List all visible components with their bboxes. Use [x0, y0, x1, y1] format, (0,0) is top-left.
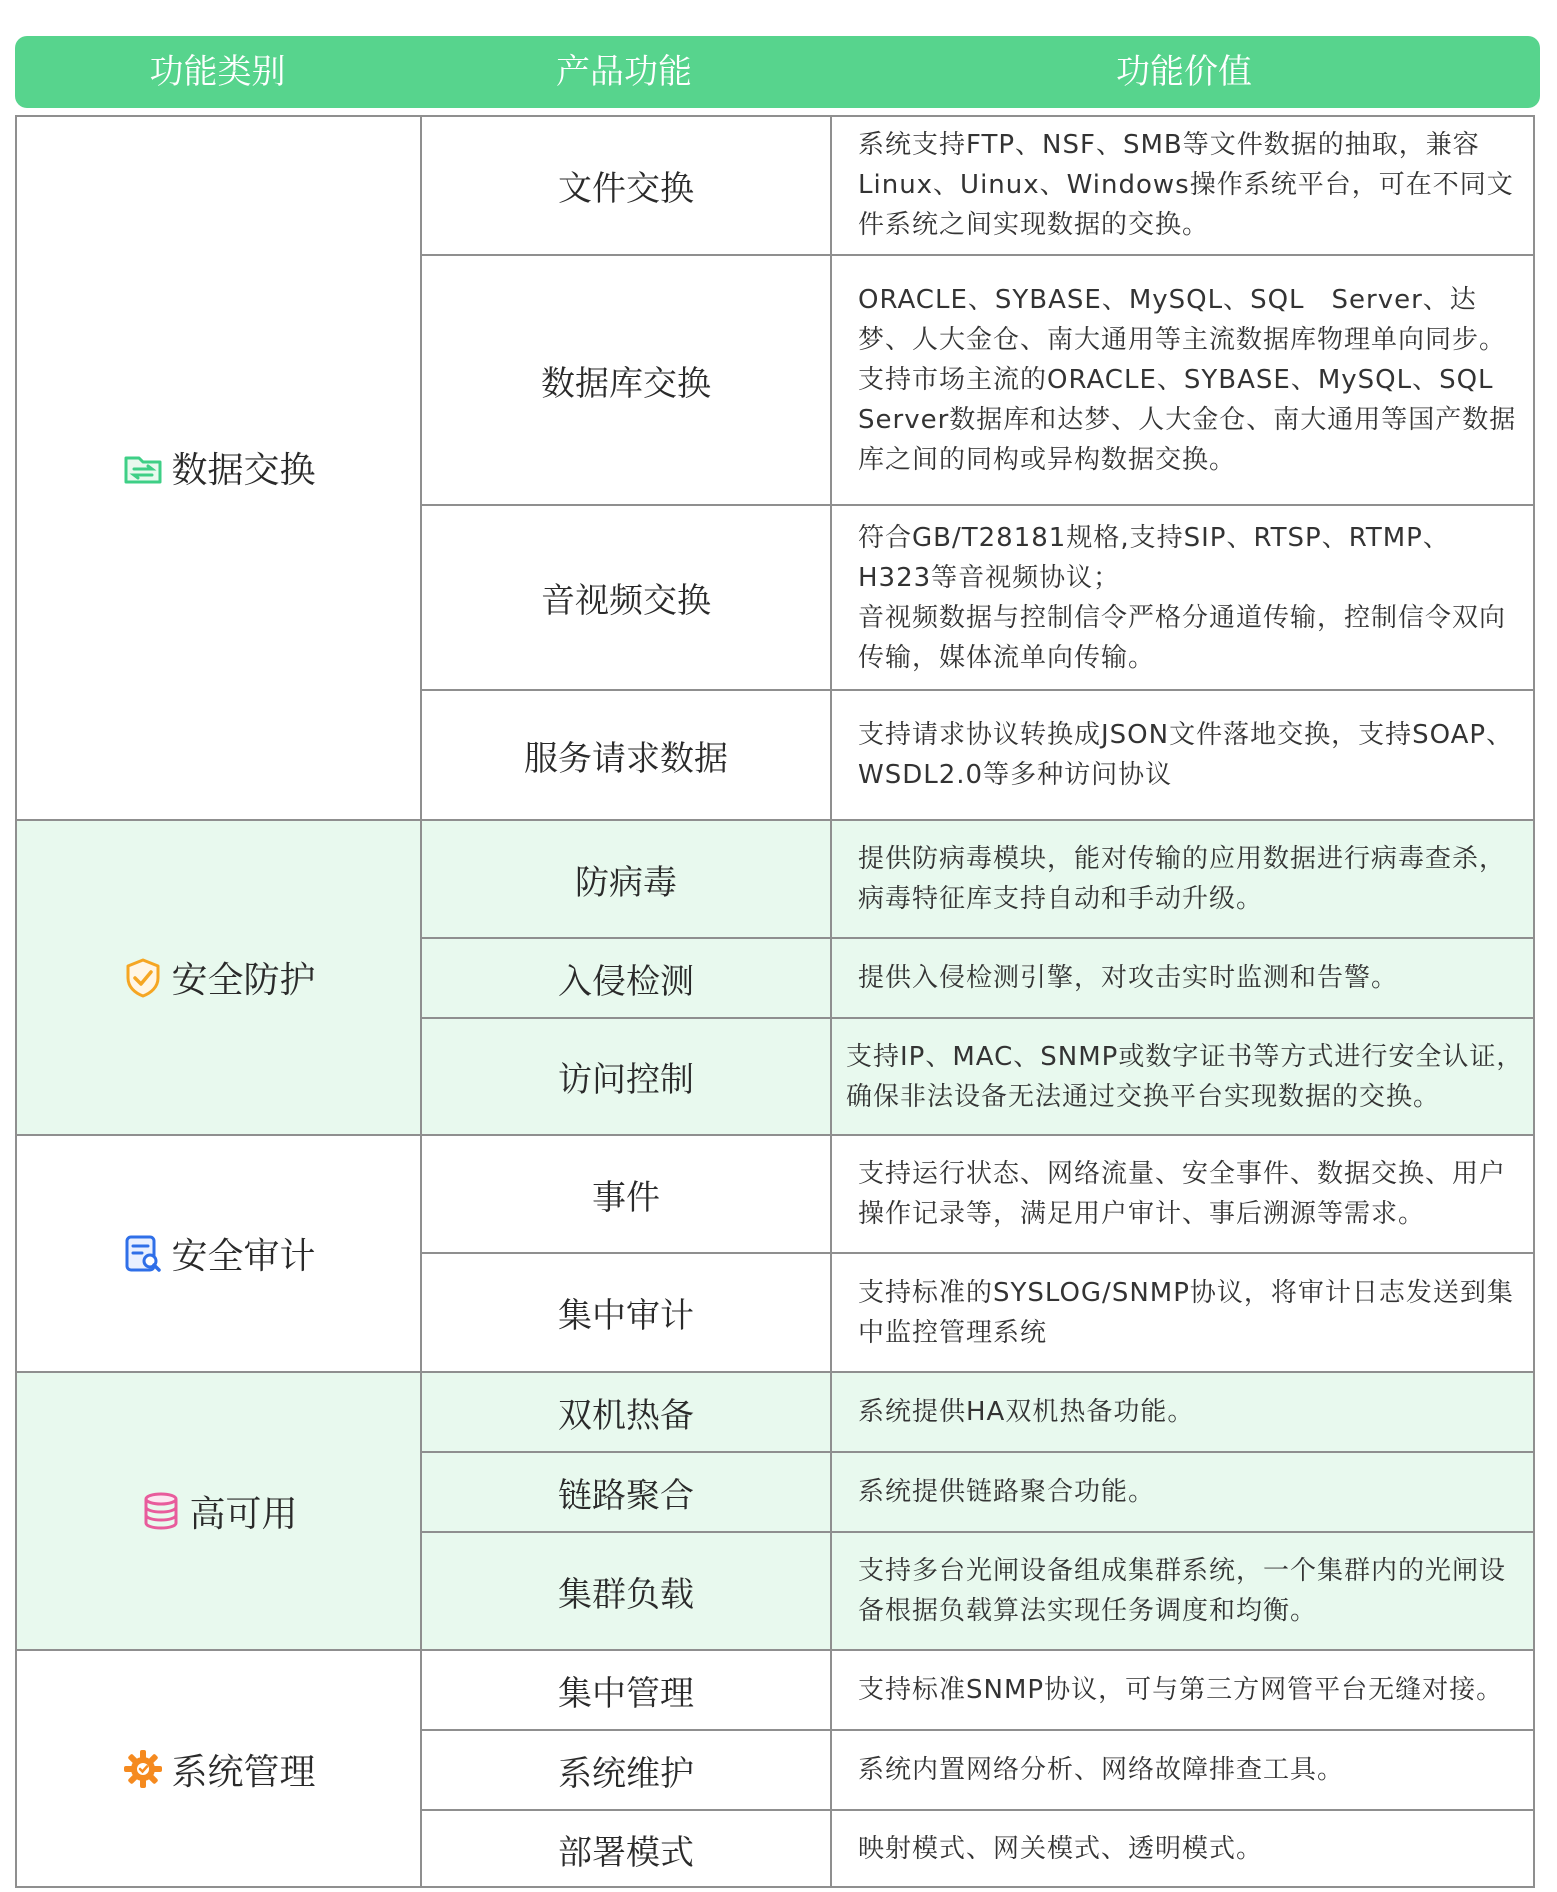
- category-band-security-protection: [17, 820, 1535, 1135]
- row-divider: [422, 1017, 1535, 1019]
- function-name: 数据库交换: [541, 363, 711, 404]
- row-divider: [422, 1729, 1535, 1731]
- table-header: [15, 36, 1540, 108]
- row-divider: [422, 504, 1535, 506]
- function-name: 入侵检测: [558, 961, 694, 1002]
- column-divider: [830, 115, 832, 1888]
- function-desc: 支持请求协议转换成JSON文件落地交换，支持SOAP、WSDL2.0等多种访问协议: [858, 720, 1514, 790]
- row-divider: [422, 1531, 1535, 1533]
- table-top-border: [17, 115, 1535, 117]
- header-category: 功能类别: [149, 52, 286, 92]
- audit-document-icon: [121, 1232, 165, 1276]
- function-name: 服务请求数据: [524, 738, 728, 779]
- band-divider: [17, 1371, 1535, 1373]
- table-row: [422, 505, 1535, 690]
- function-desc: [832, 505, 1535, 690]
- header-value: 功能价值: [1116, 52, 1252, 92]
- table-row: [422, 115, 1535, 255]
- function-name: 部署模式: [558, 1832, 694, 1873]
- function-name: 音视频交换: [541, 581, 711, 621]
- function-name: 双机热备: [558, 1395, 694, 1436]
- function-name: 集中审计: [558, 1296, 694, 1336]
- function-name: 集中管理: [558, 1673, 694, 1714]
- category-label: 高可用: [189, 1493, 298, 1535]
- table-row: [422, 255, 1535, 505]
- database-stack-icon: [139, 1489, 183, 1533]
- table-row: [422, 1018, 1535, 1135]
- table-row: [422, 1810, 1535, 1888]
- category-band-data-exchange: [17, 115, 1535, 820]
- row-divider: [422, 1252, 1535, 1254]
- function-desc: 支持IP、MAC、SNMP或数字证书等方式进行安全认证，确保非法设备无法通过交换平台实现数据的交换。: [846, 1041, 1524, 1112]
- category-cell: [17, 820, 422, 1135]
- folder-exchange-icon: [121, 446, 165, 490]
- table-row: [422, 820, 1535, 938]
- table-bottom-border: [17, 1886, 1535, 1888]
- band-divider: [17, 1649, 1535, 1651]
- desc-paragraph: 符合GB/T28181规格,支持SIP、RTSP、RTMP、H323等音视频协议；: [858, 522, 1450, 593]
- category-label: 系统管理: [171, 1751, 316, 1793]
- row-divider: [422, 689, 1535, 691]
- table-row: [422, 690, 1535, 820]
- table-row: [422, 1372, 1535, 1452]
- category-band-high-availability: [17, 1372, 1535, 1650]
- row-divider: [422, 1809, 1535, 1811]
- row-divider: [422, 254, 1535, 256]
- category-label: 安全审计: [171, 1236, 316, 1277]
- function-name: 访问控制: [558, 1060, 694, 1100]
- function-desc: ORACLE、SYBASE、MySQL、SQL Server、达梦、人大金仓、南大通用等主流数据库物理单向同步。支持市场主流的ORACLE、SYBASE、MySQL、SQL Server数据库和达梦、人大金仓、南大通用等国产数据库之间的同构或异构数据交换。: [858, 285, 1517, 475]
- table-row: [422, 1452, 1535, 1532]
- function-desc: 系统支持FTP、NSF、SMB等文件数据的抽取，兼容Linux、Uinux、Windows操作系统平台，可在不同文件系统之间实现数据的交换。: [858, 130, 1514, 240]
- function-desc: 支持多台光闸设备组成集群系统，一个集群内的光闸设备根据负载算法实现任务调度和均衡。: [858, 1556, 1507, 1626]
- category-cell: [17, 1135, 422, 1372]
- function-desc: 系统内置网络分析、网络故障排查工具。: [858, 1755, 1345, 1785]
- function-desc: 系统提供链路聚合功能。: [858, 1477, 1156, 1507]
- category-cell: [17, 1372, 422, 1650]
- desc-paragraph: 音视频数据与控制信令严格分通道传输，控制信令双向传输，媒体流单向传输。: [858, 602, 1507, 673]
- category-label: 安全防护: [171, 960, 316, 1001]
- table-row: [422, 938, 1535, 1018]
- function-name: 集群负载: [558, 1574, 694, 1615]
- table-row: [422, 1730, 1535, 1810]
- band-divider: [17, 819, 1535, 821]
- row-divider: [422, 1451, 1535, 1453]
- table-row: [422, 1135, 1535, 1253]
- category-cell: [17, 115, 422, 820]
- function-desc: 映射模式、网关模式、透明模式。: [858, 1834, 1264, 1864]
- shield-check-icon: [121, 956, 165, 1000]
- feature-table: [15, 115, 1535, 1888]
- row-divider: [422, 937, 1535, 939]
- function-desc: 提供防病毒模块，能对传输的应用数据进行病毒查杀，病毒特征库支持自动和手动升级。: [858, 844, 1507, 914]
- function-desc: 系统提供HA双机热备功能。: [858, 1397, 1195, 1427]
- function-name: 系统维护: [558, 1753, 694, 1794]
- band-divider: [17, 1134, 1535, 1136]
- gear-icon: [121, 1747, 165, 1791]
- category-cell: [17, 1650, 422, 1888]
- function-name: 防病毒: [575, 862, 677, 903]
- function-desc: 支持标准SNMP协议，可与第三方网管平台无缝对接。: [858, 1675, 1504, 1705]
- table-row: [422, 1650, 1535, 1730]
- function-desc: 支持运行状态、网络流量、安全事件、数据交换、用户操作记录等，满足用户审计、事后溯源等需求。: [858, 1159, 1507, 1229]
- table-row: [422, 1532, 1535, 1650]
- function-name: 事件: [592, 1177, 660, 1218]
- category-label: 数据交换: [171, 450, 316, 491]
- function-desc-text: [858, 518, 1517, 678]
- header-function: 产品功能: [556, 52, 692, 92]
- table-right-border: [1533, 115, 1535, 1888]
- function-name: 链路聚合: [558, 1475, 694, 1516]
- category-band-system-management: [17, 1650, 1535, 1888]
- table-row: [422, 1253, 1535, 1372]
- function-desc: 支持标准的SYSLOG/SNMP协议，将审计日志发送到集中监控管理系统: [858, 1277, 1514, 1348]
- function-name: 文件交换: [558, 168, 694, 209]
- function-desc: 提供入侵检测引擎，对攻击实时监测和告警。: [858, 963, 1399, 993]
